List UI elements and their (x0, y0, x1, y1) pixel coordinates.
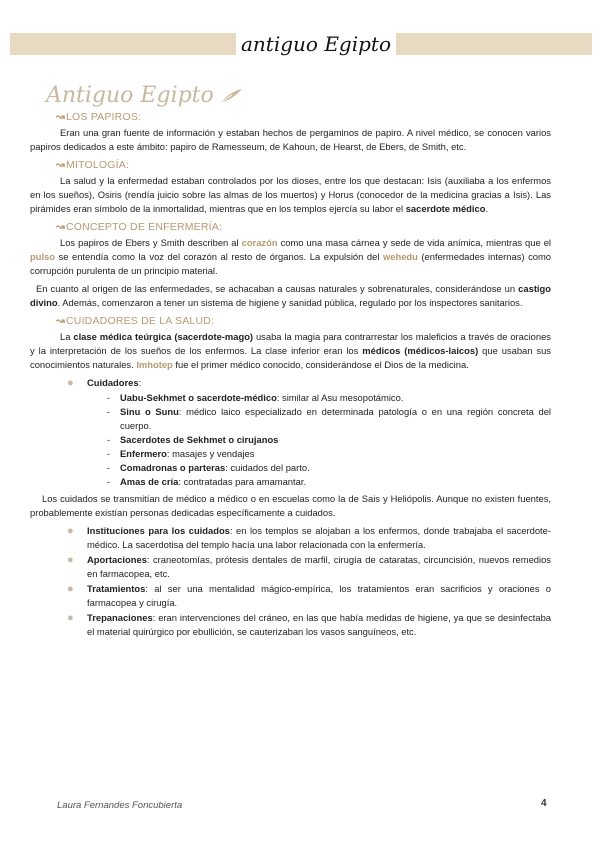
cuidadores-list (30, 376, 551, 390)
bullet-icon: ● (67, 377, 74, 389)
concepto-paragraph-2: En cuanto al origen de las enfermedades, se achacaban a causas naturales y sobrenaturales, considerándose un castigo divino. Además, comenzaron a tener un sistema de higiene y sanidad pública, regulado por los inspectores sanitarios. (30, 283, 551, 308)
section-heading-papiros: ↝ LOS PAPIROS: (56, 111, 142, 123)
list-item: - Amas de cría: contratadas para amamantar. (107, 476, 307, 487)
mitologia-paragraph: La salud y la enfermedad estaban controlados por los dioses, entre los que destacan: Isis (auxiliaba a los enfermos en los sueños), Osiris (rendía juicio sobre las almas de los muertos) y Horus (conocedor de la medicina gracias a Isis). Las pirámides eran símbolo de la inmortalidad, mientras que en los templos ejercía su labor el sacerdote médico. (30, 175, 551, 214)
bullet-icon: ● (67, 612, 74, 624)
list-item: ● Trepanaciones: eran intervenciones del cráneo, en las que había medidas de higiene, ya que se desinfectaba el material quirúrgico por ebullición, se cauterizaban los vasos sanguíneos, etc. (67, 612, 551, 637)
header-title: antiguo Egipto (236, 30, 396, 58)
curved-arrow-icon: ↝ (56, 221, 65, 233)
list-item: - Uabu-Sekhmet o sacerdote-médico: similar al Asu mesopotámico. (107, 392, 404, 403)
cuidados-list (30, 524, 551, 639)
page-title: Antiguo Egipto (46, 83, 214, 108)
list-item: - Sacerdotes de Sekhmet o cirujanos (107, 434, 279, 445)
list-item: - Enfermero: masajes y vendajes (107, 448, 255, 459)
curved-arrow-icon: ↝ (56, 315, 65, 327)
section-heading-cuidadores: ↝ CUIDADORES DE LA SALUD: (56, 315, 215, 327)
list-item: ● Tratamientos: al ser una mentalidad mágico-empírica, los tratamientos eran sacrificios y oraciones o farmacopea y cirugía. (67, 583, 551, 608)
bullet-icon: ● (67, 583, 74, 595)
section-heading-concepto: ↝ CONCEPTO DE ENFERMERÍA: (56, 221, 223, 233)
section-heading-mitologia: ↝ MITOLOGÍA: (56, 159, 130, 171)
bullet-icon: ● (67, 554, 74, 566)
page-content (30, 83, 551, 640)
list-item: ● Cuidadores: (67, 377, 142, 389)
list-item: ● Aportaciones: craneotomías, prótesis dentales de marfil, cirugía de cataratas, circuncisión, nuevos remedios en farmacopea, etc. (67, 554, 551, 579)
page-number: 4 (541, 798, 547, 809)
page-title-row (46, 83, 551, 109)
curved-arrow-icon: ↝ (56, 159, 65, 171)
cuidadores-sub-list (30, 391, 551, 489)
list-item: - Comadronas o parteras: cuidados del parto. (107, 462, 310, 473)
footer-author: Laura Fernandes Foncubierta (57, 800, 183, 811)
concepto-paragraph-1: Los papiros de Ebers y Smith describen al corazón como una masa cárnea y sede de vida anímica, mientras que el pulso se entendía como la voz del corazón al resto de órganos. La expulsión del wehedu (enfermedades internas) como corrupción purulenta de un principio material. (30, 237, 552, 276)
cuidadores-paragraph-2: Los cuidados se transmitían de médico a médico o en escuelas como la de Sais y Heliópolis. Aunque no existen fuentes, probablemente existían personas dedicadas específicamente a cuidados. (30, 493, 551, 518)
papiros-paragraph: Eran una gran fuente de información y estaban hechos de pergaminos de papiro. A nivel médico, se conocen varios papiros dedicados a este ámbito: papiro de Ramesseum, de Kahoun, de Hearst, de Ebers, de Smith, etc. (30, 127, 551, 152)
list-item: - Sinu o Sunu: médico laico especializado en determinada patología o en una región concreta del cuerpo. (107, 406, 551, 431)
feather-icon (218, 87, 244, 105)
list-item: ● Instituciones para los cuidados: en los templos se alojaban a los enfermos, donde trabajaba el sacerdote-médico. La sacerdotisa del templo hacía una labor relacionada con la enfermería. (67, 525, 551, 550)
cuidadores-paragraph-1: La clase médica teúrgica (sacerdote-mago) usaba la magia para contrarrestar los maleficios a través de oraciones y la interpretación de los sueños de los enfermos. La clase inferior eran los médicos (médicos-laicos) que usaban sus conocimientos naturales. Imhotep fue el primer médico conocido, considerándose el Dios de la medicina. (30, 331, 551, 370)
curved-arrow-icon: ↝ (56, 111, 65, 123)
bullet-icon: ● (67, 525, 74, 537)
